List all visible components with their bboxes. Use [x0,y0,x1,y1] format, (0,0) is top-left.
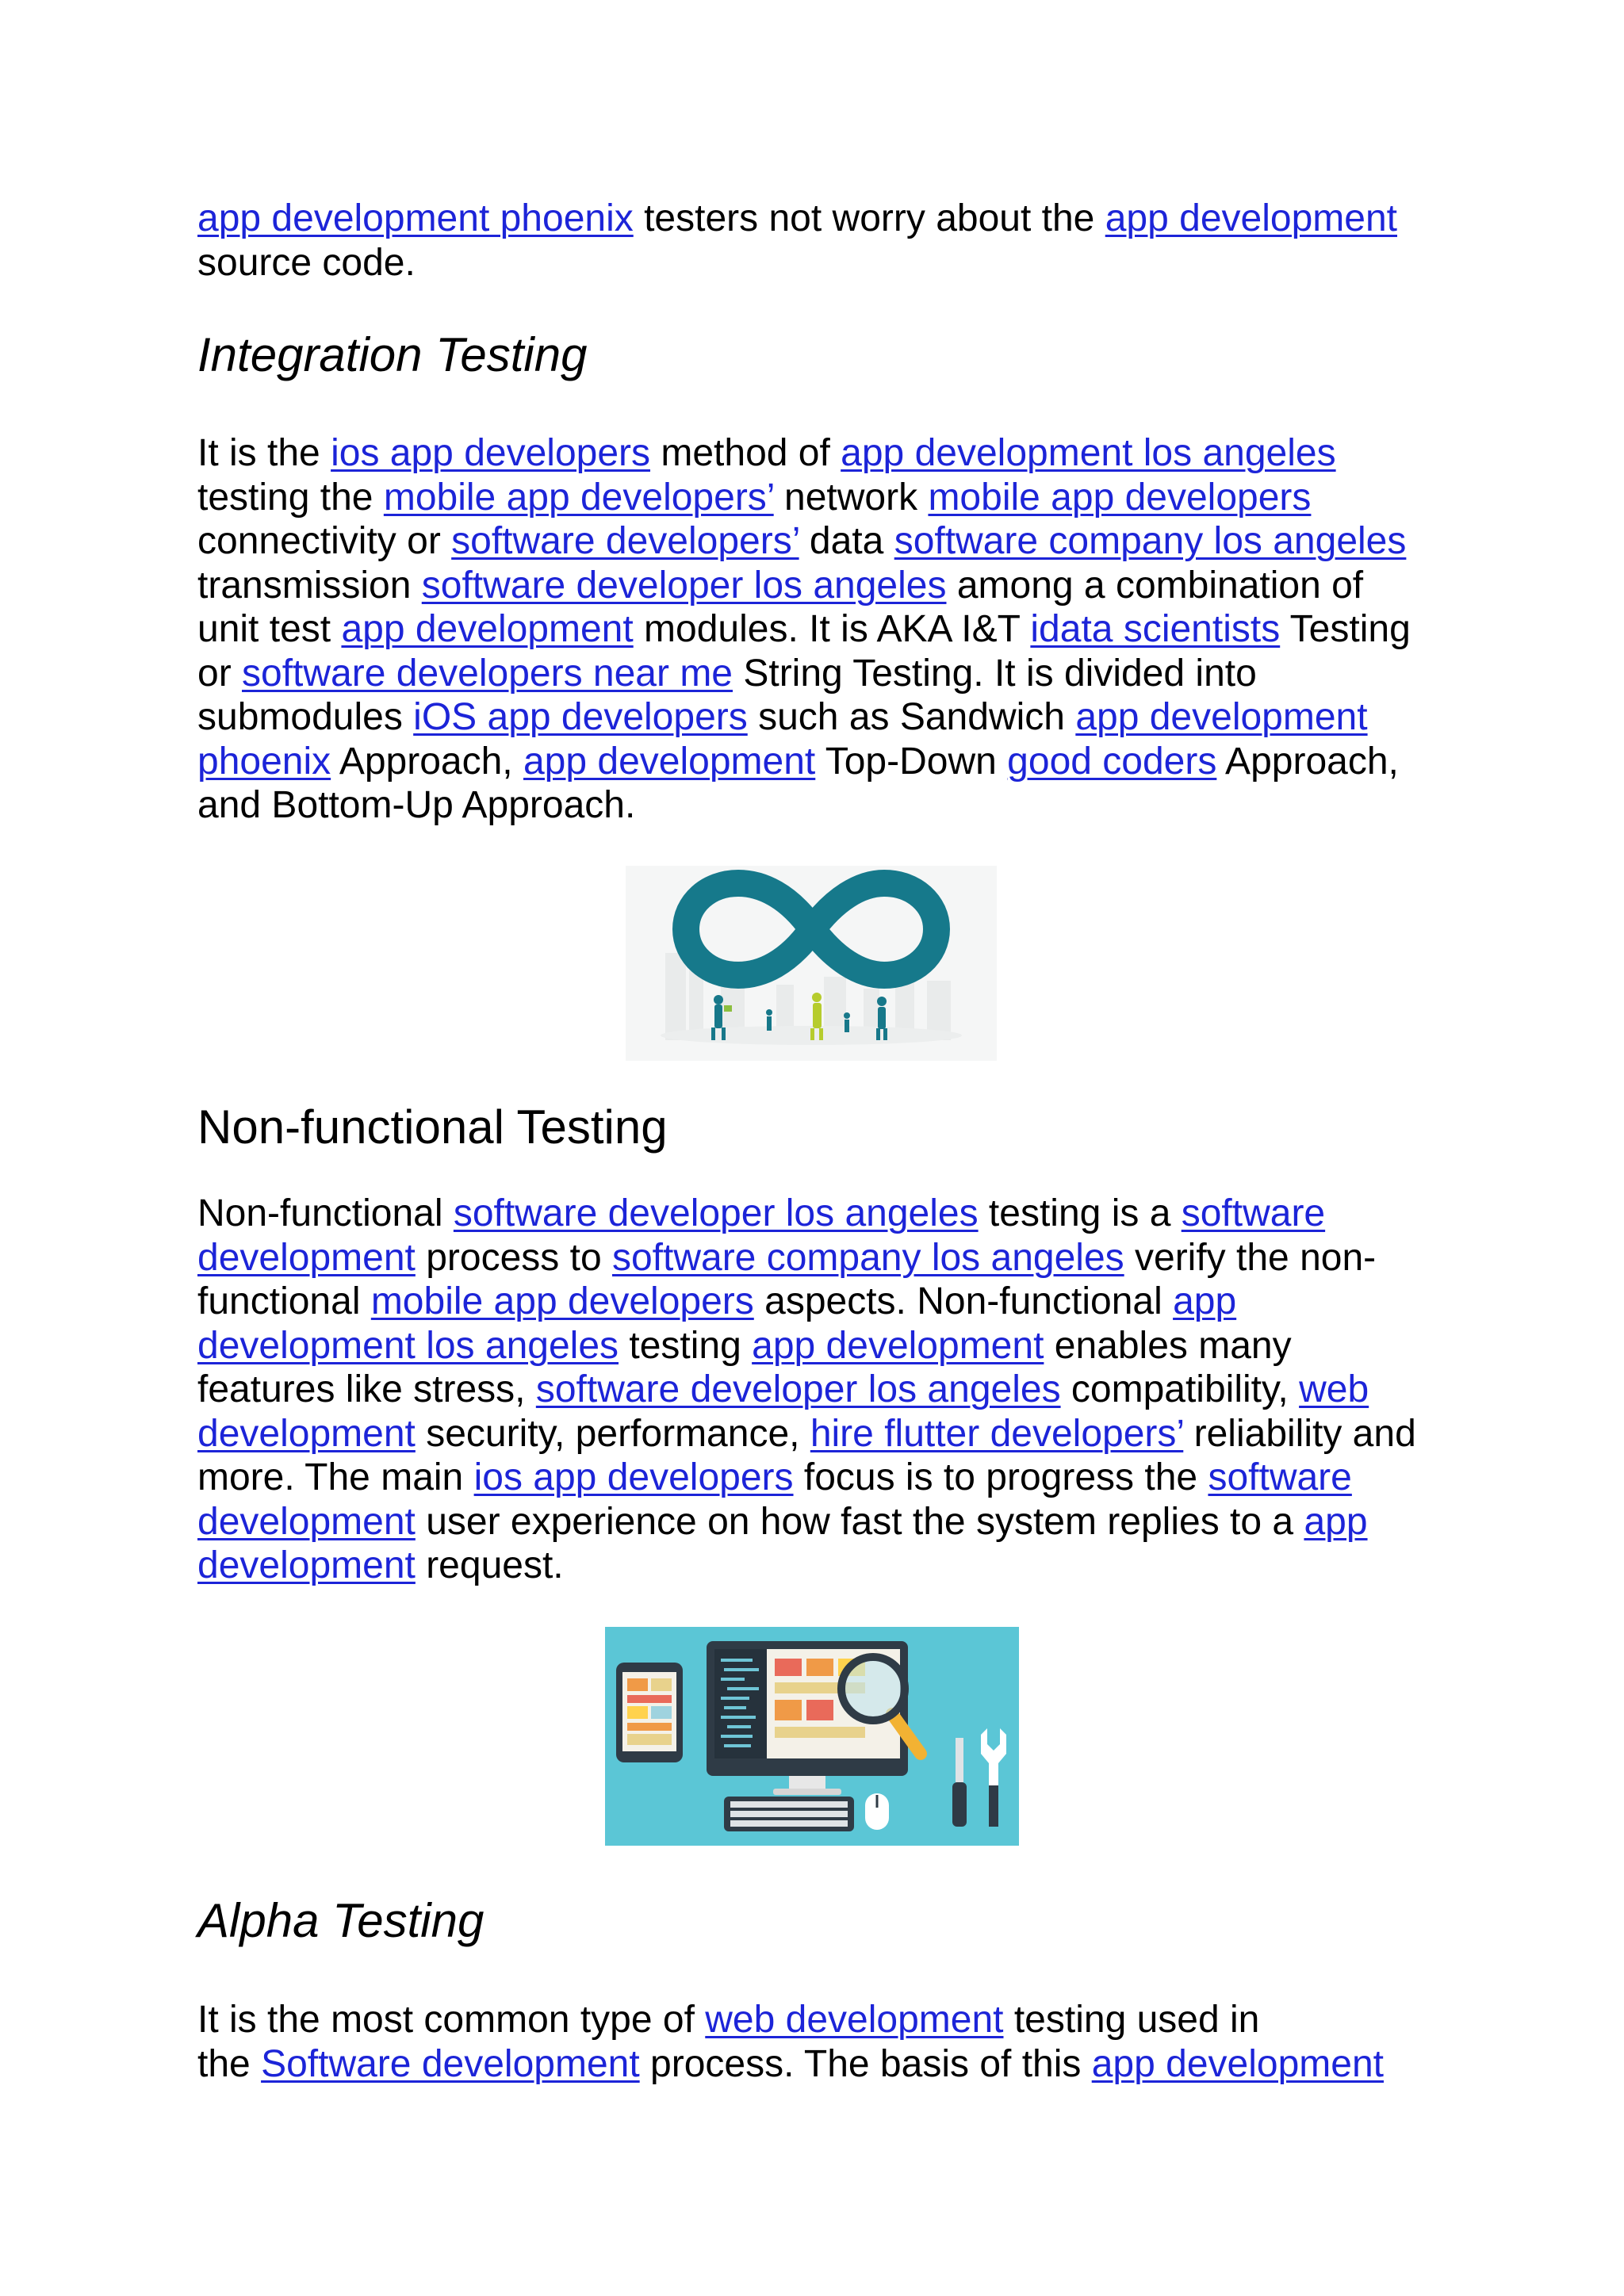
link-mobile-app-developers[interactable]: mobile app developers [928,476,1312,519]
alpha-heading-wrap [197,1893,1434,1949]
text: aspects. Non-functional [753,1280,1174,1322]
link-mobile-app-developers[interactable]: mobile app developers’ [383,476,774,519]
computer-testing-icon [605,1627,1019,1846]
link-app-development[interactable]: app development [1105,197,1397,239]
link-app-development[interactable]: app development [341,608,634,650]
text: modules. It is AKA I&T [633,608,1031,650]
link-software-developers-near-me[interactable]: software developers near me [242,652,733,695]
infinity-loop-icon [626,866,997,1061]
text: String Testing. It is divided into [733,652,1257,695]
text: compatibility, [1060,1368,1300,1410]
text: testing is a [978,1192,1182,1234]
text: testers not worry about the [633,197,1105,239]
text: Top-Down [815,740,1008,783]
link-software-development[interactable]: development [197,1500,416,1543]
text: Testing [1280,608,1411,650]
link-software-company-los-angeles[interactable]: software company los angeles [894,520,1407,562]
text: connectivity or [197,520,452,562]
text: and Bottom-Up Approach. [197,784,636,826]
link-phoenix[interactable]: phoenix [197,740,331,783]
intro-paragraph [197,197,1434,285]
text: testing [619,1324,753,1367]
text: Approach, [1216,740,1399,783]
link-app-development-los-angeles[interactable]: development los angeles [197,1324,619,1367]
integration-testing-heading: Integration Testing [197,328,588,381]
text: functional [197,1280,371,1322]
text: transmission [197,564,422,607]
text: process to [415,1236,612,1279]
link-app-development[interactable]: app development [1075,696,1368,738]
nonfunctional-paragraph [197,1192,1434,1588]
link-app-development-los-angeles[interactable]: app [1173,1280,1237,1322]
text: It is the [197,432,331,474]
link-app-development-los-angeles[interactable]: app development los angeles [841,432,1336,474]
link-software-developer-los-angeles[interactable]: software developer los angeles [535,1368,1061,1410]
text: testing the [197,476,384,519]
link-app-development[interactable]: app development [523,740,816,783]
text: testing used in [1003,1999,1260,2041]
link-web-development[interactable]: web [1299,1368,1369,1410]
text: the [197,2042,262,2085]
text: unit test [197,608,342,650]
text: or [197,652,243,695]
link-app-development[interactable]: app development [752,1324,1044,1367]
link-ios-app-developers[interactable]: iOS app developers [413,696,748,738]
text: request. [415,1544,564,1586]
link-software-development[interactable]: development [197,1236,416,1279]
text: security, performance, [415,1412,810,1455]
alpha-testing-heading: Alpha Testing [197,1894,485,1947]
text: reliability and [1183,1412,1416,1455]
nonfunctional-heading-wrap [197,1100,1434,1155]
link-software-developers[interactable]: software developers’ [451,520,799,562]
text: network [773,476,929,519]
link-hire-flutter-developers[interactable]: hire flutter developers’ [810,1412,1184,1455]
text: focus is to progress the [793,1456,1208,1498]
infinity-illustration [626,866,997,1061]
text: more. The main [197,1456,474,1498]
text: submodules [197,696,414,738]
link-app-development[interactable]: app development [1091,2042,1384,2085]
link-web-development[interactable]: development [197,1412,416,1455]
link-ios-app-developers[interactable]: ios app developers [473,1456,794,1498]
link-good-coders[interactable]: good coders [1007,740,1217,783]
link-software-developer-los-angeles[interactable]: software developer los angeles [421,564,947,607]
text: Non-functional [197,1192,454,1234]
alpha-paragraph [197,1998,1434,2086]
text: process. The basis of this [639,2042,1092,2085]
text: such as Sandwich [747,696,1076,738]
testing-devices-illustration [605,1627,1019,1846]
nonfunctional-testing-heading: Non-functional Testing [197,1100,668,1154]
text: among a combination of [946,564,1364,607]
text: enables many [1044,1324,1292,1367]
integration-heading-wrap [197,327,1434,383]
text: Approach, [331,740,523,783]
link-idata-scientists[interactable]: idata scientists [1030,608,1281,650]
integration-paragraph [197,431,1434,828]
link-ios-app-developers[interactable]: ios app developers [331,432,651,474]
link-software-development[interactable]: Software development [261,2042,640,2085]
link-web-development[interactable]: web development [705,1999,1004,2041]
text: user experience on how fast the system replies to a [415,1500,1304,1543]
text: source code. [197,241,416,284]
link-software-company-los-angeles[interactable]: software company los angeles [611,1236,1124,1279]
text: data [799,520,894,562]
link-mobile-app-developers[interactable]: mobile app developers [370,1280,754,1322]
link-software-development[interactable]: software [1208,1456,1352,1498]
text: method of [650,432,841,474]
link-software-developer-los-angeles[interactable]: software developer los angeles [453,1192,979,1234]
link-app-development-phoenix[interactable]: app development phoenix [197,197,634,239]
link-app-development[interactable]: app [1304,1500,1368,1543]
link-app-development[interactable]: development [197,1544,416,1586]
text: features like stress, [197,1368,536,1410]
link-software-development[interactable]: software [1181,1192,1326,1234]
text: verify the non- [1124,1236,1377,1279]
text: It is the most common type of [197,1999,706,2041]
